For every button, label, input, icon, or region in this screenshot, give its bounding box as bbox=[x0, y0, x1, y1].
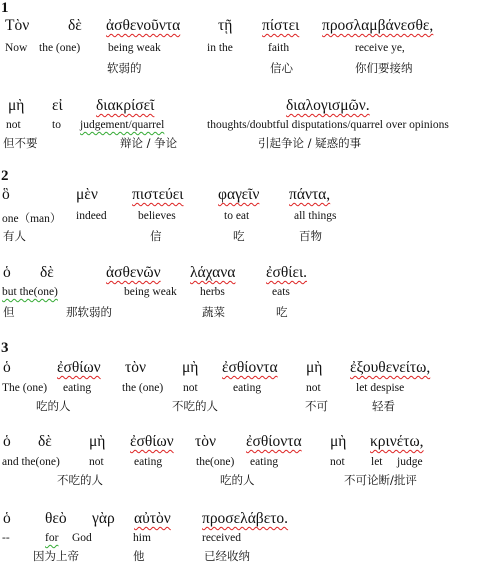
greek-word: προσελάβετο. bbox=[202, 510, 289, 527]
english-gloss: faith bbox=[268, 42, 290, 54]
english-gloss: one（man） bbox=[2, 213, 62, 225]
greek-word: δὲ bbox=[40, 264, 54, 281]
english-gloss: indeed bbox=[76, 210, 107, 222]
greek-word: ἐξουθενείτω, bbox=[350, 359, 431, 376]
chinese-gloss: 不吃的人 bbox=[172, 399, 218, 413]
english-gloss: eats bbox=[272, 286, 290, 298]
chinese-gloss: 你们要接纳 bbox=[355, 61, 413, 75]
english-gloss: Now bbox=[5, 42, 28, 54]
greek-word: διακρίσεῖ bbox=[96, 97, 155, 114]
english-gloss: believes bbox=[138, 210, 176, 222]
english-gloss: -- bbox=[2, 532, 10, 544]
greek-word: πιστεύει bbox=[132, 186, 184, 203]
greek-word: ὁ bbox=[3, 264, 11, 281]
chinese-gloss: 吃的人 bbox=[220, 473, 255, 487]
english-gloss: being weak bbox=[124, 286, 177, 298]
chinese-gloss: 但 bbox=[3, 305, 15, 319]
chinese-gloss: 辩论 / 争论 bbox=[120, 136, 178, 150]
english-gloss: judge bbox=[397, 456, 423, 468]
verse-number: 3 bbox=[1, 340, 9, 356]
english-gloss: thoughts/doubtful disputations/quarrel over opinions bbox=[207, 119, 449, 131]
english-gloss: the (one) bbox=[39, 42, 81, 54]
greek-word: πάντα, bbox=[289, 186, 331, 203]
greek-word: ἀσθενοῦντα bbox=[106, 17, 181, 34]
greek-word: τὸν bbox=[195, 433, 216, 450]
chinese-gloss: 不可 bbox=[305, 399, 328, 413]
greek-word: ἀσθενῶν bbox=[106, 264, 161, 281]
greek-word: ἐσθίοντα bbox=[222, 359, 278, 376]
english-gloss: the (one) bbox=[122, 382, 164, 394]
greek-word: μὴ bbox=[89, 433, 106, 450]
greek-word: ἐσθίων bbox=[57, 359, 101, 376]
greek-word: πίστει bbox=[262, 17, 300, 34]
greek-word: μὴ bbox=[182, 359, 199, 376]
english-gloss: eating bbox=[233, 382, 262, 394]
english-gloss: not bbox=[89, 456, 104, 468]
chinese-gloss: 吃 bbox=[276, 305, 288, 319]
chinese-gloss: 百物 bbox=[299, 229, 322, 243]
english-gloss: being weak bbox=[108, 42, 161, 54]
chinese-gloss: 已经收纳 bbox=[204, 549, 250, 563]
english-gloss: but the(one) bbox=[2, 286, 58, 298]
greek-word: θεὸ bbox=[45, 510, 67, 527]
greek-word: γὰρ bbox=[92, 510, 115, 527]
english-gloss: judgement/quarrel bbox=[80, 119, 165, 131]
greek-word: τῇ bbox=[218, 17, 233, 34]
english-gloss: let despise bbox=[356, 382, 405, 394]
chinese-gloss: 轻看 bbox=[372, 399, 395, 413]
english-gloss: the(one) bbox=[196, 456, 235, 468]
chinese-gloss: 蔬菜 bbox=[202, 305, 225, 319]
english-gloss: let bbox=[371, 456, 383, 468]
english-gloss: received bbox=[202, 532, 241, 544]
english-gloss: eating bbox=[250, 456, 279, 468]
greek-word: ἐσθίει. bbox=[266, 264, 308, 281]
chinese-gloss: 吃 bbox=[233, 229, 245, 243]
greek-word: αὐτὸν bbox=[134, 510, 171, 527]
chinese-gloss: 引起争论 / 疑惑的事 bbox=[258, 136, 362, 150]
english-gloss: in the bbox=[207, 42, 233, 54]
greek-word: ἐσθίων bbox=[130, 433, 174, 450]
english-gloss: The (one) bbox=[2, 382, 48, 394]
greek-word: προσλαμβάνεσθε, bbox=[322, 17, 434, 34]
chinese-gloss: 软弱的 bbox=[107, 61, 142, 75]
chinese-gloss: 但不要 bbox=[3, 136, 38, 150]
verse-number: 1 bbox=[1, 0, 9, 16]
chinese-gloss: 吃的人 bbox=[36, 399, 71, 413]
greek-word: ὁ bbox=[3, 433, 11, 450]
chinese-gloss: 不吃的人 bbox=[57, 473, 103, 487]
greek-word: μὴ bbox=[330, 433, 347, 450]
greek-word: εἰ bbox=[52, 97, 63, 114]
greek-word: λάχανα bbox=[190, 264, 236, 281]
greek-word: φαγεῖν bbox=[218, 186, 260, 203]
greek-word: μὴ bbox=[306, 359, 323, 376]
greek-word: ὁ bbox=[3, 359, 11, 376]
greek-word: δὲ bbox=[68, 17, 82, 34]
english-gloss: herbs bbox=[200, 286, 225, 298]
chinese-gloss: 信 bbox=[150, 229, 162, 243]
english-gloss: not bbox=[6, 119, 21, 131]
english-gloss: to bbox=[52, 119, 61, 131]
english-gloss: not bbox=[330, 456, 345, 468]
chinese-gloss: 信心 bbox=[270, 61, 293, 75]
chinese-gloss: 因为上帝 bbox=[33, 549, 79, 563]
english-gloss: eating bbox=[134, 456, 163, 468]
greek-word: μὲν bbox=[76, 186, 98, 203]
greek-word: ἐσθίοντα bbox=[246, 433, 302, 450]
greek-word: Τὸν bbox=[5, 17, 30, 34]
verse-number: 2 bbox=[1, 168, 9, 184]
chinese-gloss: 那软弱的 bbox=[66, 305, 112, 319]
english-gloss: all things bbox=[294, 210, 337, 222]
english-gloss: receive ye, bbox=[355, 42, 405, 54]
english-gloss: eating bbox=[63, 382, 92, 394]
english-gloss: him bbox=[133, 532, 151, 544]
english-gloss: not bbox=[183, 382, 198, 394]
english-gloss: to eat bbox=[224, 210, 250, 222]
greek-word: δὲ bbox=[38, 433, 52, 450]
english-gloss: God bbox=[72, 532, 92, 544]
greek-word: διαλογισμῶν. bbox=[286, 97, 370, 114]
greek-word: κρινέτω, bbox=[370, 433, 424, 450]
chinese-gloss: 不可论断/批评 bbox=[344, 473, 417, 487]
greek-word: ὃ bbox=[2, 186, 10, 203]
english-gloss: for bbox=[45, 532, 59, 544]
chinese-gloss: 他 bbox=[133, 549, 145, 563]
greek-word: μὴ bbox=[8, 97, 25, 114]
greek-word: τὸν bbox=[125, 359, 146, 376]
chinese-gloss: 有人 bbox=[3, 229, 26, 243]
greek-word: ὁ bbox=[3, 510, 11, 527]
english-gloss: and the(one) bbox=[2, 456, 60, 468]
english-gloss: not bbox=[306, 382, 321, 394]
